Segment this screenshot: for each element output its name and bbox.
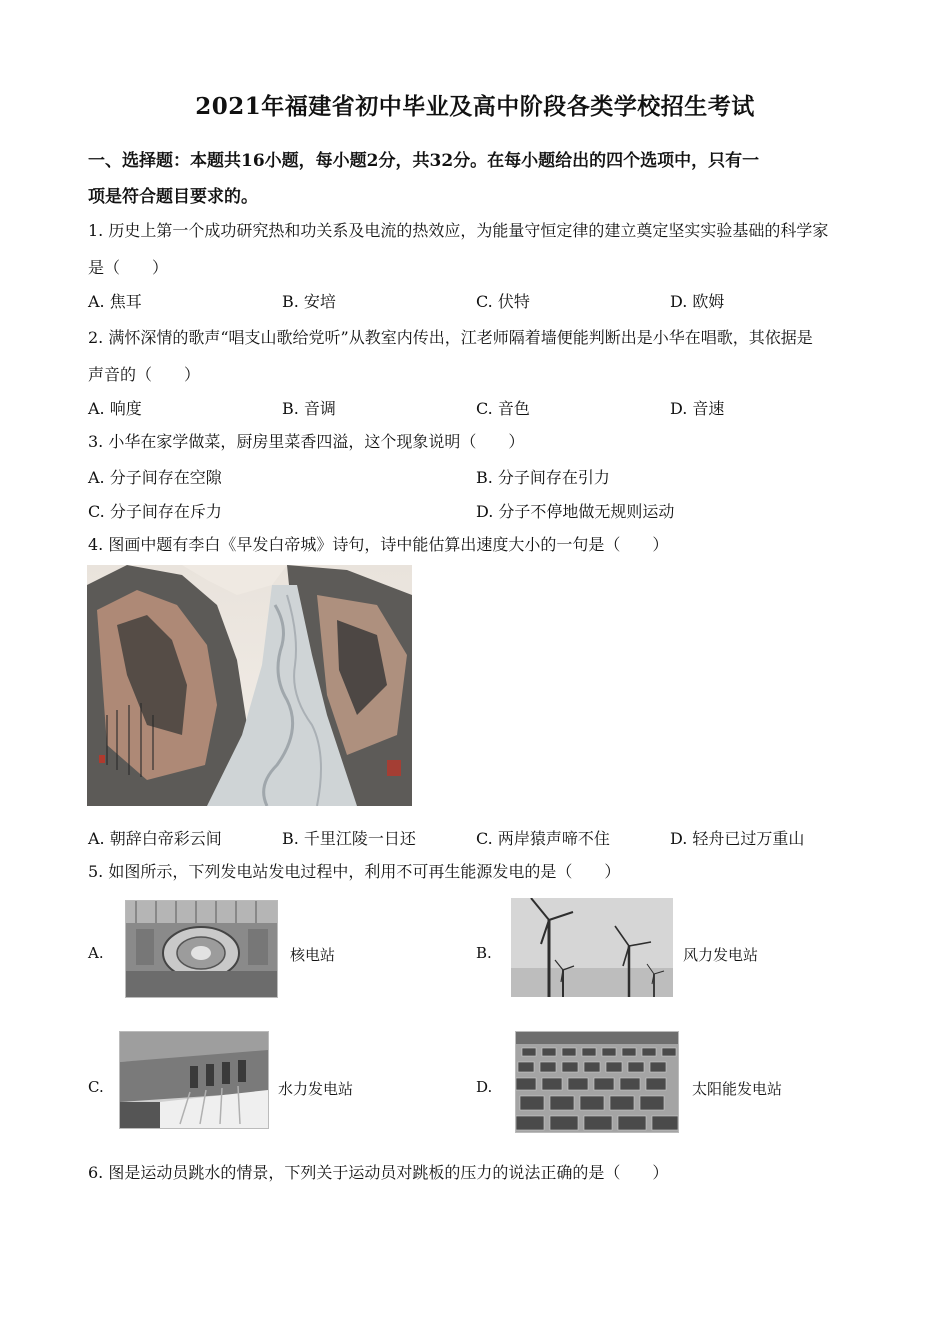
q4-option-c: C. 两岸猿声啼不住 xyxy=(476,829,610,848)
question-4-text: 4. 图画中题有李白《早发白帝城》诗句，诗中能估算出速度大小的一句是（ ） xyxy=(88,535,669,554)
q3-option-c: C. 分子间存在斥力 xyxy=(88,502,222,521)
q1-option-d: D. 欧姆 xyxy=(670,292,725,311)
q3-option-a: A. 分子间存在空隙 xyxy=(88,468,222,487)
solar-plant-image xyxy=(515,1031,679,1133)
q4-option-d: D. 轻舟已过万重山 xyxy=(670,829,805,848)
question-5-text: 5. 如图所示，下列发电站发电过程中，利用不可再生能源发电的是（ ） xyxy=(88,862,621,881)
question-2-text-cont: 声音的（ ） xyxy=(88,365,201,384)
q1-option-b: B. 安培 xyxy=(282,292,336,311)
q5-option-a-letter: A. xyxy=(88,944,104,962)
q5-option-c-label: 水力发电站 xyxy=(278,1080,354,1098)
q5-option-b-letter: B. xyxy=(476,944,492,962)
q1-option-c: C. 伏特 xyxy=(476,292,530,311)
q4-option-a: A. 朝辞白帝彩云间 xyxy=(88,829,222,848)
landscape-painting-image xyxy=(87,565,412,806)
nuclear-plant-image xyxy=(125,900,278,998)
wind-farm-image xyxy=(511,898,673,997)
q5-option-d-letter: D. xyxy=(476,1078,493,1096)
q2-option-c: C. 音色 xyxy=(476,399,530,418)
question-3-text: 3. 小华在家学做菜，厨房里菜香四溢，这个现象说明（ ） xyxy=(88,432,525,451)
question-1-text: 1. 历史上第一个成功研究热和功关系及电流的热效应，为能量守恒定律的建立奠定坚实实验基础的科学家 xyxy=(88,221,829,240)
q2-option-a: A. 响度 xyxy=(88,399,142,418)
hydro-dam-image xyxy=(119,1031,269,1129)
exam-title: 2021年福建省初中毕业及高中阶段各类学校招生考试 xyxy=(195,93,755,120)
q1-option-a: A. 焦耳 xyxy=(88,292,142,311)
section-heading-line1: 一、选择题：本题共16小题，每小题2分，共32分。在每小题给出的四个选项中，只有一 xyxy=(88,151,760,171)
q3-option-d: D. 分子不停地做无规则运动 xyxy=(476,502,675,521)
section-heading-line2: 项是符合题目要求的。 xyxy=(88,187,258,207)
q5-option-d-label: 太阳能发电站 xyxy=(692,1080,783,1098)
q5-option-b-label: 风力发电站 xyxy=(683,946,759,964)
q5-option-c-letter: C. xyxy=(88,1078,104,1096)
q3-option-b: B. 分子间存在引力 xyxy=(476,468,610,487)
q2-option-d: D. 音速 xyxy=(670,399,725,418)
q4-option-b: B. 千里江陵一日还 xyxy=(282,829,416,848)
q5-option-a-label: 核电站 xyxy=(290,946,336,964)
question-1-text-cont: 是（ ） xyxy=(88,258,169,277)
question-6-text: 6. 图是运动员跳水的情景，下列关于运动员对跳板的压力的说法正确的是（ ） xyxy=(88,1163,669,1182)
q2-option-b: B. 音调 xyxy=(282,399,336,418)
question-2-text: 2. 满怀深情的歌声“唱支山歌给党听”从教室内传出，江老师隔着墙便能判断出是小华在唱歌，其依据是 xyxy=(88,328,813,347)
